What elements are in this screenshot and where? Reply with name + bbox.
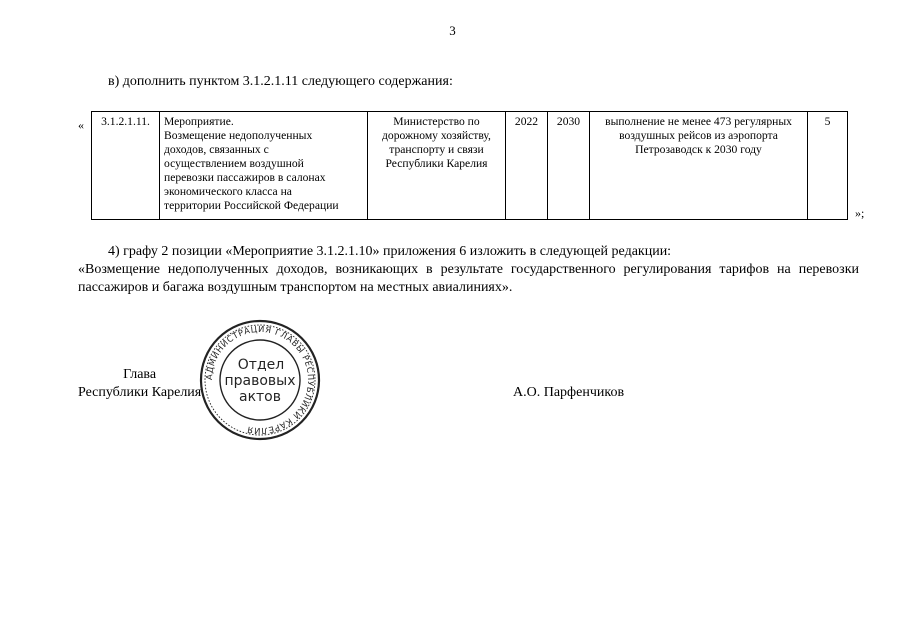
- name-line: Мероприятие.: [164, 115, 234, 128]
- executor-line: транспорту и связи: [389, 143, 484, 156]
- stamp-center-line: Отдел: [237, 357, 285, 373]
- name-line: Возмещение недополученных: [164, 129, 313, 142]
- name-line: перевозки пассажиров в салонах: [164, 171, 326, 184]
- name-line: осуществлением воздушной: [164, 157, 304, 170]
- closing-quote: »;: [855, 206, 865, 220]
- name-line: доходов, связанных с: [164, 143, 269, 156]
- quote-paragraph: «Возмещение недополученных доходов, возникающих в результате государственного регулирования тарифов на перевозки пассажиров и багажа воздушным транспортом на местных авиалиниях».: [78, 262, 859, 295]
- value-cell: 5: [808, 112, 848, 220]
- signatory-title: [78, 366, 201, 402]
- stamp-center-line: правовых: [224, 373, 296, 389]
- executor-line: Республики Карелия: [385, 157, 488, 170]
- graf-paragraph: 4) графу 2 позиции «Мероприятие 3.1.2.1.10» приложения 6 изложить в следующей редакции:: [108, 244, 672, 259]
- stamp-center-line: актов: [238, 389, 282, 405]
- activity-name-cell: [160, 112, 368, 220]
- amendment-table: [91, 111, 848, 220]
- indicator-line: воздушных рейсов из аэропорта: [619, 129, 778, 142]
- executor-line: дорожному хозяйству,: [382, 129, 491, 142]
- executor-cell: [368, 112, 506, 220]
- name-line: территории Российской Федерации: [164, 199, 339, 212]
- opening-quote: «: [78, 118, 84, 132]
- indicator-cell: [590, 112, 808, 220]
- signatory-name: А.О. Парфенчиков: [513, 385, 625, 400]
- signatory-title-line: Республики Карелия: [78, 385, 202, 400]
- executor-line: Министерство по: [393, 115, 480, 128]
- item-number-cell: 3.1.2.1.11.: [92, 112, 160, 220]
- year-end-cell: 2030: [548, 112, 590, 220]
- intro-paragraph: в) дополнить пунктом 3.1.2.1.11 следующего содержания:: [108, 74, 453, 89]
- name-line: экономического класса на: [164, 185, 292, 198]
- table-row: [92, 112, 848, 220]
- signatory-title-line: Глава: [123, 367, 157, 382]
- official-stamp: [198, 318, 322, 442]
- indicator-line: Петрозаводск к 2030 году: [635, 143, 762, 156]
- stamp-ring-text: АДМИНИСТРАЦИЯ ГЛАВЫ РЕСПУБЛИКИ КАРЕЛИЯ: [203, 323, 317, 437]
- year-start-cell: 2022: [506, 112, 548, 220]
- page-number: 3: [449, 23, 456, 38]
- indicator-line: выполнение не менее 473 регулярных: [605, 115, 792, 128]
